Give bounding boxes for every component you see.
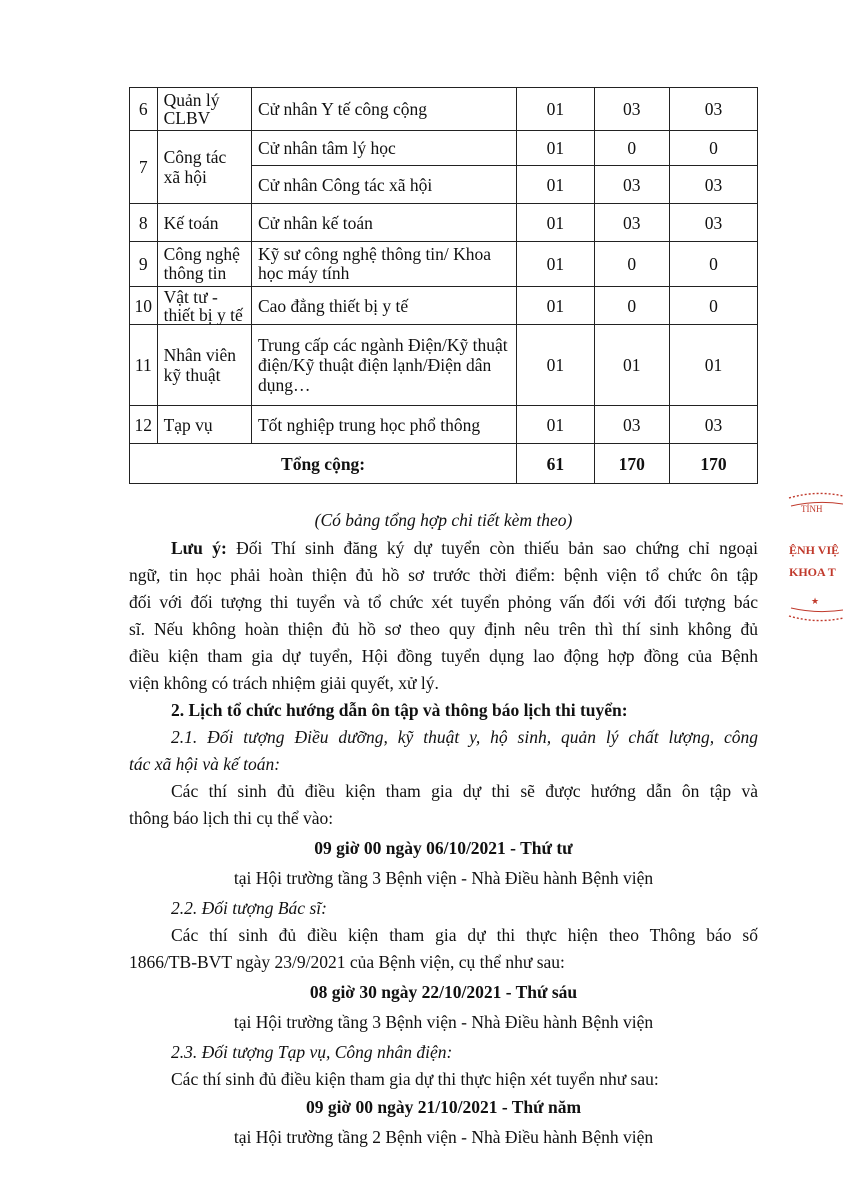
degree-cell: Cao đẳng thiết bị y tế: [251, 287, 516, 325]
row-number: 6: [130, 88, 158, 131]
paragraph-line: 1866/TB-BVT ngày 23/9/2021 của Bệnh viện, cụ thể như sau:: [129, 952, 565, 972]
note-line: đối với đối tượng thi tuyển và tổ chức xét tuyển phỏng vấn đối với đối tượng bác: [129, 592, 758, 612]
note-label: Lưu ý:: [171, 538, 227, 558]
count-cell: 03: [669, 88, 757, 131]
degree-cell: Kỹ sư công nghệ thông tin/ Khoa học máy tính: [251, 242, 516, 287]
subsection-title: 2.3. Đối tượng Tạp vụ, Công nhân điện:: [171, 1042, 453, 1062]
section-heading: 2. Lịch tổ chức hướng dẫn ôn tập và thông báo lịch thi tuyển:: [171, 700, 628, 720]
subsection-title: tác xã hội và kế toán:: [129, 754, 281, 774]
row-number: 10: [130, 287, 158, 325]
degree-cell: Cử nhân kế toán: [251, 204, 516, 242]
count-cell: 01: [517, 131, 594, 166]
count-cell: 0: [669, 287, 757, 325]
table-caption: (Có bảng tổng hợp chi tiết kèm theo): [314, 510, 573, 530]
count-cell: 03: [594, 166, 669, 204]
position-cell: Kế toán: [157, 204, 251, 242]
degree-cell: Tốt nghiệp trung học phổ thông: [251, 406, 516, 444]
recruitment-table: [129, 87, 758, 484]
star-icon: ★: [811, 597, 820, 607]
total-row: [130, 444, 758, 484]
count-cell: 03: [594, 406, 669, 444]
table-row: [130, 88, 758, 131]
row-number: 7: [130, 131, 158, 204]
row-number: 8: [130, 204, 158, 242]
stamp-text-2: ỆNH VIỆ: [789, 543, 840, 557]
position-cell: Công tác xã hội: [157, 131, 251, 204]
schedule-place: tại Hội trường tầng 2 Bệnh viện - Nhà Điều hành Bệnh viện: [233, 1127, 654, 1147]
count-cell: 01: [517, 325, 594, 406]
subsection-title: 2.1. Đối tượng Điều dưỡng, kỹ thuật y, hộ sinh, quản lý chất lượng, công: [171, 727, 758, 747]
count-cell: 03: [669, 406, 757, 444]
note-line: điều kiện tham gia dự tuyển, Hội đồng tuyển dụng lao động hợp đồng của Bệnh: [129, 646, 758, 666]
paragraph-line: thông báo lịch thi cụ thể vào:: [129, 808, 334, 828]
table-row: [130, 131, 758, 166]
count-cell: 01: [517, 242, 594, 287]
note-text: Đối Thí sinh đăng ký dự tuyển còn thiếu bản sao chứng chỉ ngoại: [236, 538, 759, 558]
count-cell: 01: [594, 325, 669, 406]
degree-cell: Cử nhân tâm lý học: [251, 131, 516, 166]
count-cell: 03: [669, 166, 757, 204]
paragraph-line: Các thí sinh đủ điều kiện tham gia dự thi sẽ được hướng dẫn ôn tập và: [171, 781, 758, 801]
paragraph-line: Các thí sinh đủ điều kiện tham gia dự thi thực hiện theo Thông báo số: [171, 925, 758, 945]
count-cell: 0: [594, 131, 669, 166]
total-label: Tổng cộng:: [130, 444, 517, 484]
row-number: 9: [130, 242, 158, 287]
red-stamp: [787, 486, 843, 626]
stamp-text-3: KHOA T: [789, 565, 836, 579]
table-row: [130, 204, 758, 242]
note-line: viện không có trách nhiệm giải quyết, xử lý.: [129, 673, 439, 693]
note-line: sĩ. Nếu không hoàn thiện đủ hồ sơ theo quy định nêu trên thì thí sinh không đủ: [129, 619, 758, 639]
row-number: 11: [130, 325, 158, 406]
count-cell: 01: [669, 325, 757, 406]
note-line: [171, 536, 758, 560]
paragraph-line: Các thí sinh đủ điều kiện tham gia dự thi thực hiện xét tuyển như sau:: [171, 1069, 659, 1089]
stamp-graphic: [787, 486, 843, 626]
schedule-place: tại Hội trường tầng 3 Bệnh viện - Nhà Điều hành Bệnh viện: [233, 1012, 654, 1032]
count-cell: 0: [669, 131, 757, 166]
count-cell: 03: [594, 204, 669, 242]
stamp-text-1: TỈNH: [801, 504, 823, 514]
degree-cell: Cử nhân Công tác xã hội: [251, 166, 516, 204]
schedule-time: 08 giờ 30 ngày 22/10/2021 - Thứ sáu: [309, 982, 578, 1002]
table-row: [130, 325, 758, 406]
position-cell: Quản lý CLBV: [157, 88, 251, 131]
note-line: ngữ, tin học phải hoàn thiện đủ hồ sơ trước thời điểm: bệnh viện tổ chức ôn tập: [129, 565, 758, 585]
count-cell: 01: [517, 88, 594, 131]
subsection-title: 2.2. Đối tượng Bác sĩ:: [171, 898, 327, 918]
count-cell: 03: [669, 204, 757, 242]
table-row: [130, 242, 758, 287]
schedule-place: tại Hội trường tầng 3 Bệnh viện - Nhà Điều hành Bệnh viện: [233, 868, 654, 888]
degree-cell: Cử nhân Y tế công cộng: [251, 88, 516, 131]
schedule-time: 09 giờ 00 ngày 06/10/2021 - Thứ tư: [314, 838, 573, 858]
position-cell: Vật tư - thiết bị y tế: [157, 287, 251, 325]
table-row: [130, 287, 758, 325]
position-cell: Công nghệ thông tin: [157, 242, 251, 287]
count-cell: 01: [517, 287, 594, 325]
total-count: 170: [594, 444, 669, 484]
count-cell: 0: [594, 287, 669, 325]
total-count: 61: [517, 444, 594, 484]
total-count: 170: [669, 444, 757, 484]
table-row: [130, 406, 758, 444]
count-cell: 03: [594, 88, 669, 131]
schedule-time: 09 giờ 00 ngày 21/10/2021 - Thứ năm: [305, 1097, 582, 1117]
count-cell: 01: [517, 406, 594, 444]
degree-cell: Trung cấp các ngành Điện/Kỹ thuật điện/Kỹ thuật điện lạnh/Điện dân dụng…: [251, 325, 516, 406]
count-cell: 01: [517, 166, 594, 204]
count-cell: 0: [669, 242, 757, 287]
position-cell: Nhân viên kỹ thuật: [157, 325, 251, 406]
position-cell: Tạp vụ: [157, 406, 251, 444]
count-cell: 01: [517, 204, 594, 242]
count-cell: 0: [594, 242, 669, 287]
row-number: 12: [130, 406, 158, 444]
